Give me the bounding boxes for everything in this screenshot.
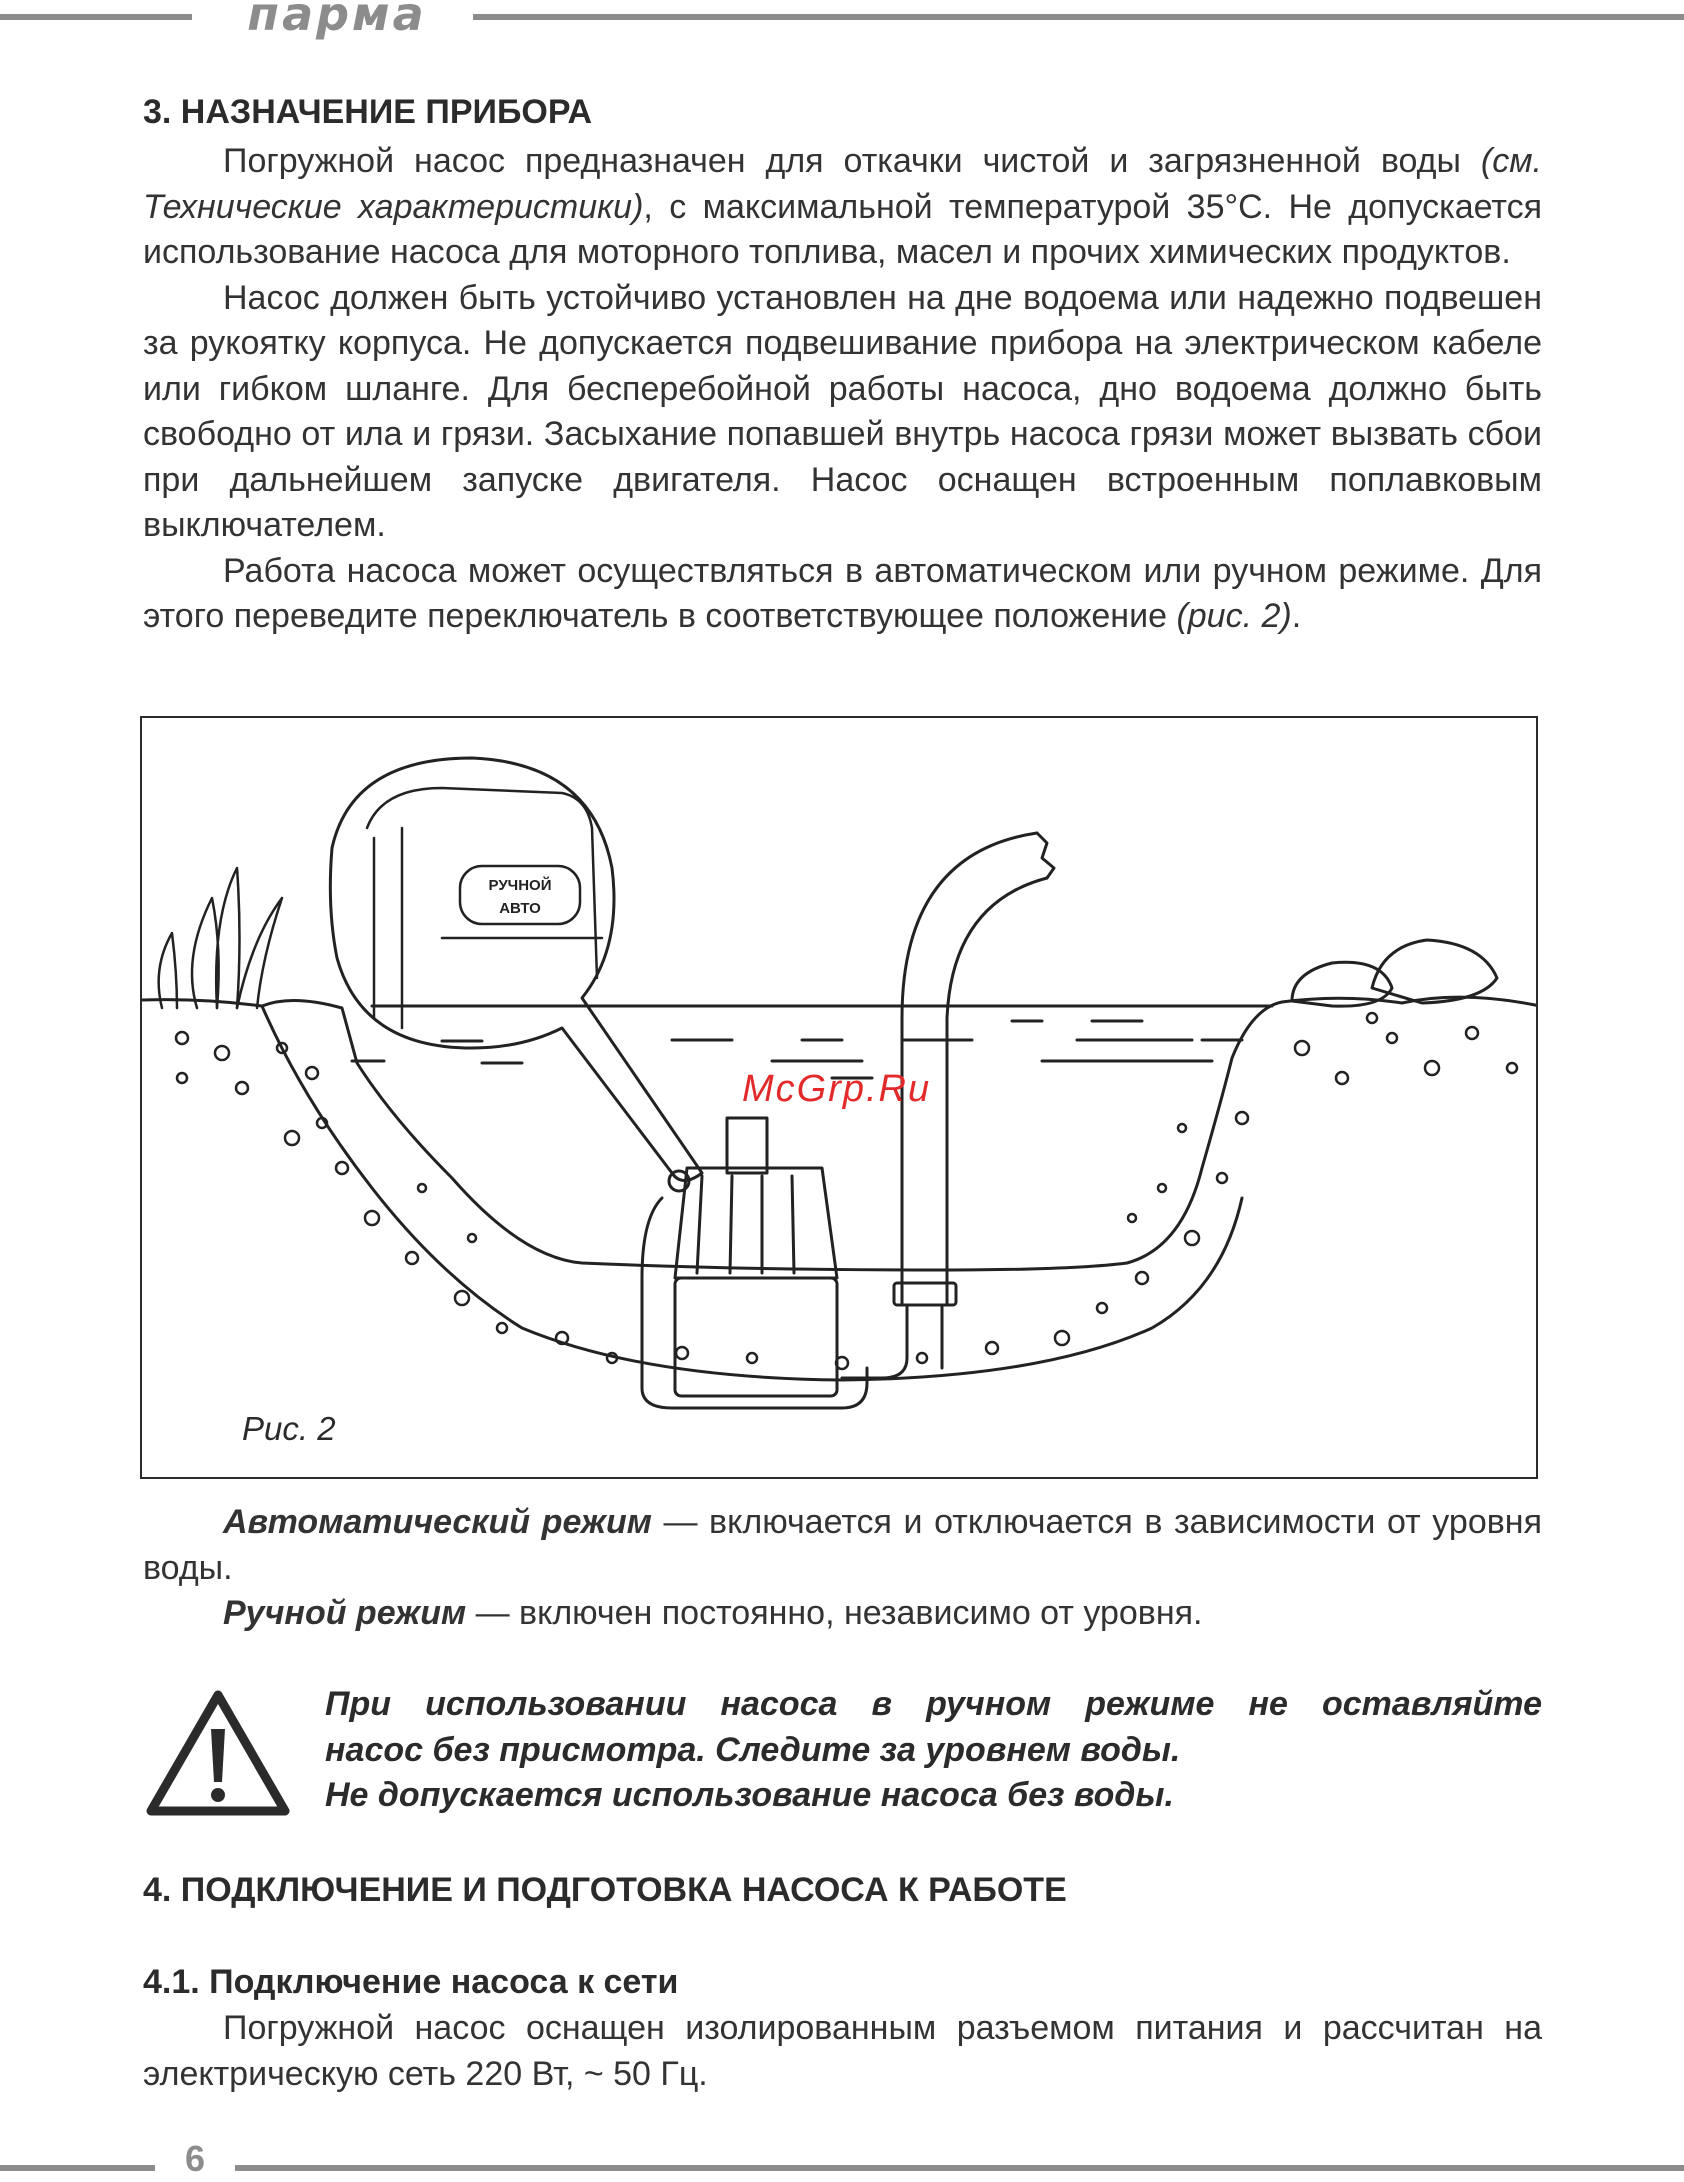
pump-body xyxy=(642,1118,867,1408)
section-4-1-title: 4.1. Подключение насоса к сети xyxy=(143,1963,679,2001)
auto-mode-term: Автоматический режим xyxy=(223,1503,652,1541)
section-4-title: 4. ПОДКЛЮЧЕНИЕ И ПОДГОТОВКА НАСОСА К РАБОТЕ xyxy=(143,1871,1067,1909)
auto-mode-text: — включается и отключается в зависимости от уровня воды. xyxy=(143,1503,1542,1587)
header-rule-right xyxy=(473,14,1684,20)
section-4-1-paragraph: Погружной насос оснащен изолированным разъемом питания и рассчитан на электрическую сеть 220 Вт, ~ 50 Гц. xyxy=(143,2009,1542,2093)
p3-text-b: . xyxy=(1291,597,1302,635)
section-3-paragraph-3 xyxy=(143,549,1542,640)
section-3 xyxy=(143,92,1542,640)
page-number: 6 xyxy=(184,2138,206,2179)
modes-description xyxy=(143,1500,1542,1637)
pond-ground-outline xyxy=(142,997,1538,1270)
warning-line-2: насос без присмотра. Следите за уровнем воды. xyxy=(325,1730,1181,1769)
switch-label-auto: АВТО xyxy=(499,900,541,917)
seaweed-plant xyxy=(159,868,282,1008)
warning-icon xyxy=(143,1687,293,1822)
warning-text xyxy=(325,1682,1542,1819)
discharge-hose-inner xyxy=(947,878,1047,1303)
p3-reference: (рис. 2) xyxy=(1176,597,1292,635)
section-4 xyxy=(143,1870,1542,2097)
section-3-paragraph-2: Насос должен быть устойчиво установлен на дне водоема или надежно подвешен за рукоятку корпуса. Не допускается подвешивание прибора на электрическом кабеле или гибком шланге. Для бесперебойной работы насоса, дно водоема должно быть свободно от ила и грязи. Засыхание попавшей внутрь насоса грязи может вызвать сбои при дальнейшем запуске двигателя. Насос оснащен встроенным поплавковым выключателем. xyxy=(143,278,1542,544)
switch-callout-bubble xyxy=(330,758,702,1181)
manual-mode-text: — включен постоянно, независимо от уровня. xyxy=(466,1594,1203,1632)
section-3-title: 3. НАЗНАЧЕНИЕ ПРИБОРА xyxy=(143,93,593,131)
footer-rule-left xyxy=(0,2165,155,2171)
manual-mode-term: Ручной режим xyxy=(223,1594,467,1632)
p1-text-b: , с максимальной температурой 35°С. Не допускается использование насоса для моторного топлива, масел и прочих химических продуктов. xyxy=(143,187,1542,271)
watermark: McGrp.Ru xyxy=(742,1068,932,1110)
p1-text-a: Погружной насос предназначен для откачки чистой и загрязненной воды xyxy=(223,142,1481,180)
figure-pump-illustration xyxy=(140,716,1538,1479)
warning-line-3: Не допускается использование насоса без воды. xyxy=(325,1776,1174,1814)
p3-text-a: Работа насоса может осуществляться в автоматическом или ручном режиме. Для этого переведите переключатель в соответствующее положение xyxy=(143,551,1542,635)
brand-logo: парма xyxy=(247,0,427,41)
figure-caption: Рис. 2 xyxy=(242,1410,336,1447)
switch-panel xyxy=(367,788,602,1028)
hose-end xyxy=(1037,833,1054,878)
header-rule-left xyxy=(0,14,192,20)
hose-elbow xyxy=(842,1305,942,1378)
auto-mode-paragraph xyxy=(143,1500,1542,1591)
rocks xyxy=(1292,940,1497,1006)
warning-block xyxy=(143,1682,1542,1832)
footer-rule-right xyxy=(235,2165,1684,2171)
p1-reference: (см. Технические характеристики) xyxy=(143,142,1542,226)
gravel-texture xyxy=(176,1013,1517,1369)
switch-label-manual: РУЧНОЙ xyxy=(488,877,552,894)
section-3-paragraph-1 xyxy=(143,139,1542,276)
warning-line-1: При использовании насоса в ручном режиме не оставляйте xyxy=(325,1685,1542,1723)
manual-mode-paragraph xyxy=(143,1591,1542,1637)
